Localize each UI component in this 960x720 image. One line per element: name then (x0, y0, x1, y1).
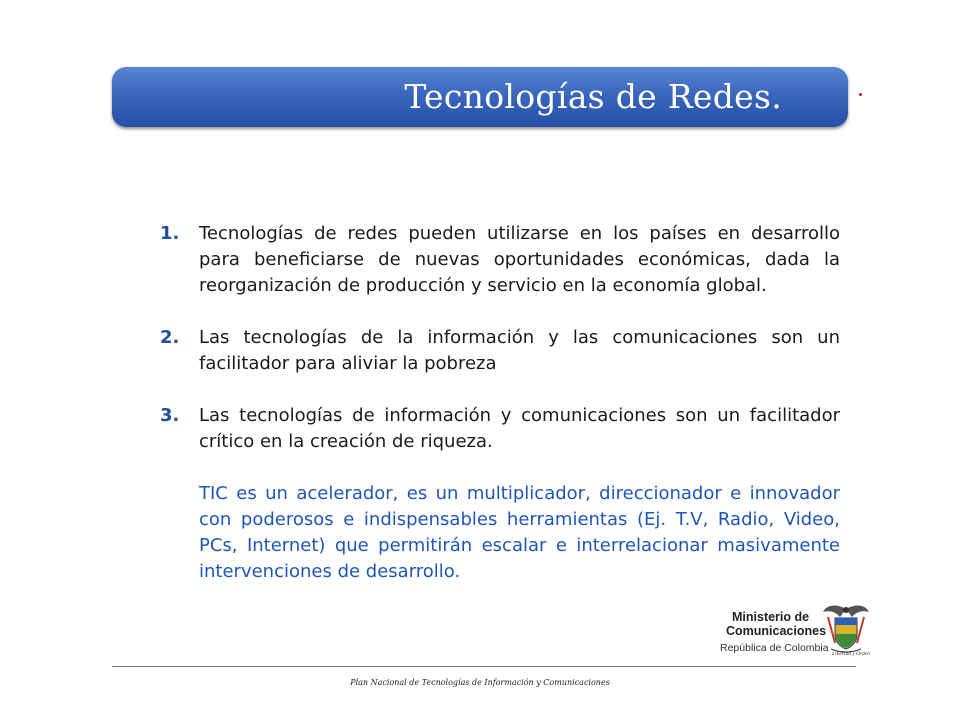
footer-text: Plan Nacional de Tecnologías de Información y Comunicaciones (350, 678, 610, 687)
list-item (160, 325, 840, 377)
item-text: Las tecnologías de la información y las comunicaciones son un facilitador para aliviar la pobreza (199, 327, 840, 374)
slide-content (160, 221, 840, 585)
item-number: 2. (160, 327, 180, 348)
logo-ministry-line: Ministerio de (732, 610, 810, 624)
list-item (160, 221, 840, 299)
list-item (160, 403, 840, 455)
logo-communications-line: Comunicaciones (726, 624, 827, 638)
footer-divider (112, 666, 856, 667)
item-number: 3. (160, 405, 180, 426)
item-text: Las tecnologías de información y comunicaciones son un facilitador crítico en la creación de riqueza. (199, 405, 840, 452)
coat-of-arms-icon (822, 603, 870, 657)
tic-paragraph: TIC es un acelerador, es un multiplicador, direccionador e innovador con poderosos e indispensables herramientas (Ej. T.V, Radio, Video, PCs, Internet) que permitirán escalar e interrelacionar masivamente intervenciones de desarrollo. (199, 483, 840, 582)
item-text: Tecnologías de redes pueden utilizarse en los países en desarrollo para beneficiarse de nuevas oportunidades económicas, dada la reorganización de producción y servicio en la economía global. (199, 223, 840, 296)
item-number: 1. (160, 223, 180, 244)
title-dot (859, 93, 862, 96)
title-bar (112, 67, 848, 127)
logo-country-line: República de Colombia (720, 642, 829, 654)
slide-title: Tecnologías de Redes. (404, 77, 782, 116)
ministry-logo (722, 607, 872, 659)
logo-motto: Libertad y Orden (832, 651, 870, 657)
